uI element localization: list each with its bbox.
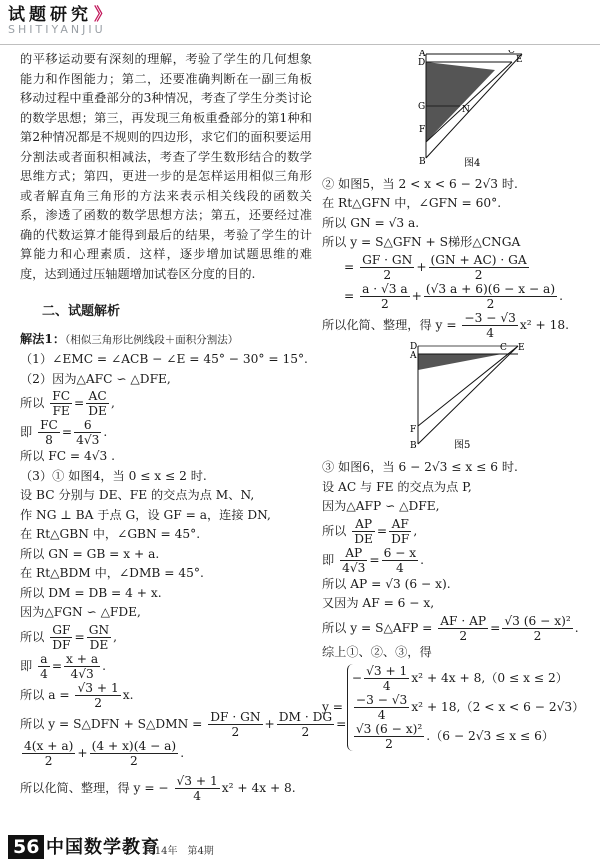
r-line-13: 所以 AP = √3 (6 − x). xyxy=(322,576,451,591)
eq-result-1: 所以化简、整理，得 y = − $\frac{√3 + 1}{4}$ x² + 4x + 8. xyxy=(20,773,296,803)
figure-5 xyxy=(322,340,594,452)
r-line-3: 所以 GN = √3 a. xyxy=(322,215,420,230)
issue-info: 2014年 第4期 xyxy=(142,846,214,857)
r-line-2: 在 Rt△GFN 中，∠GFN = 60°. xyxy=(322,196,502,210)
r-line-14: 又因为 AF = 6 − x, xyxy=(322,596,435,610)
eq-ratio-3: 所以 $\frac{GF}{DF}$ = $\frac{GN}{DE}$ , xyxy=(20,622,117,652)
page-number: 56 xyxy=(8,835,44,859)
solution-note: （相似三角形比例线段＋面积分割法） xyxy=(65,333,239,346)
page-footer xyxy=(0,835,600,865)
case-1-head: （3）① 如图4，当 0 ≤ x ≤ 2 时. xyxy=(20,468,207,483)
line-11: 在 Rt△BDM 中，∠DMB = 45°. xyxy=(20,566,204,580)
column-subtitle: SHITIYANJIU xyxy=(8,23,106,36)
r-line-4: 所以 y = S△GFN + S梯形△CNGA xyxy=(322,235,521,249)
case-2-head: ② 如图5，当 2 < x < 6 − 2√3 时. xyxy=(322,176,518,191)
fig4-overlap-region xyxy=(426,62,495,142)
svg-text:F: F xyxy=(419,125,426,135)
summary-line: 综上①、②、③，得 xyxy=(322,644,432,659)
line-7: 设 BC 分别与 DE、FE 的交点为点 M、N, xyxy=(20,488,255,502)
svg-text:A: A xyxy=(410,350,417,361)
line-13: 因为△FGN ∽ △FDE, xyxy=(20,605,141,619)
fig5-overlap-region xyxy=(418,354,502,370)
eq-area-1: 所以 y = S△DFN + S△DMN = $\frac{DF \cdot GN}{2}$ + $\frac{DM \cdot DG}{2}$ = xyxy=(20,709,347,739)
line-12: 所以 DM = DB = 4 + x. xyxy=(20,585,162,600)
running-header xyxy=(8,0,111,36)
line-8: 作 NG ⊥ BA 于点 G，设 GF = a，连接 DN, xyxy=(20,507,271,522)
r-line-9: 设 AC 与 FE 的交点为点 P, xyxy=(322,479,472,494)
line-9: 在 Rt△GBN 中，∠GBN = 45°. xyxy=(20,527,201,541)
svg-text:F: F xyxy=(410,424,417,435)
svg-text:C: C xyxy=(508,50,515,56)
fig5-caption: 图5 xyxy=(454,439,471,451)
left-column xyxy=(20,50,347,803)
piece-3: $\frac{\text{√3 (6 − x)²}}{2}$ .（6 − 2√3 ≤ x ≤ 6） xyxy=(355,722,555,751)
r-eq-15: 所以 y = S△AFP = $\frac{AF \cdot AP}{2}$ = $\frac{\text{√3 (6 − x)²}}{2}$ . xyxy=(322,613,579,643)
r-eq-12: 即 $\frac{AP}{4√3}$ = $\frac{6 - x}{4}$ . xyxy=(322,545,425,575)
piece-1: − $\frac{√3 + 1}{4}$ x² + 4x + 8,（0 ≤ x ≤ 2） xyxy=(351,664,568,693)
svg-text:E: E xyxy=(516,55,523,65)
r-line-10: 因为△AFP ∽ △DFE, xyxy=(322,499,440,513)
r-eq-5: = $\frac{GF \cdot GN}{2}$ + $\frac{(GN + AC) \cdot GA}{2}$ xyxy=(344,252,527,282)
svg-text:D: D xyxy=(418,58,426,68)
svg-text:D: D xyxy=(410,341,418,352)
result-fc: 所以 FC = 4√3 . xyxy=(20,449,116,463)
header-rule xyxy=(0,44,600,45)
r-eq-11: 所以 $\frac{AP}{DE}$ = $\frac{AF}{DF}$ , xyxy=(322,516,418,546)
step-2: （2）因为△AFC ∽ △DFE, xyxy=(20,371,171,386)
svg-text:N: N xyxy=(462,105,470,115)
eq-ratio-2: 即 $\frac{FC}{8}$ = $\frac{6}{4√3}$ . xyxy=(20,418,108,447)
piecewise-brace xyxy=(347,664,584,751)
fig4-caption: 图4 xyxy=(464,158,481,168)
step-1: （1）∠EMC = ∠ACB − ∠E = 45° − 30° = 15°. xyxy=(20,352,308,366)
journal-name: 中国数学教育 xyxy=(46,837,160,858)
section-heading: 二、试题解析 xyxy=(42,304,121,319)
case-3-head: ③ 如图6，当 6 − 2√3 ≤ x ≤ 6 时. xyxy=(322,460,518,474)
svg-text:E: E xyxy=(518,342,525,353)
eq-ratio-4: 即 $\frac{a}{4}$ = $\frac{x + a}{4√3}$ . xyxy=(20,651,107,681)
svg-text:B: B xyxy=(410,440,417,451)
eq-area-2: $\frac{4(x + a)}{2}$ + $\frac{(4 + x)(4 - a)}{2}$ . xyxy=(24,738,185,768)
eq-a: 所以 a = $\frac{√3 + 1}{2}$ x. xyxy=(20,680,134,710)
piece-2: $\frac{-3 - √3}{4}$ x² + 18,（2 < x < 6 − 2√3） xyxy=(355,693,585,722)
eq-ratio-1: 所以 $\frac{FC}{FE}$ = $\frac{AC}{DE}$ , xyxy=(20,389,115,418)
right-column xyxy=(322,50,594,751)
piecewise-function: y = − $\frac{√3 + 1}{4}$ x² + 4x + 8,（0 ≤ x ≤ 2） $\frac{-3 - √3}{4}$ x² + 18,（2 < x < 6 − 2√3） $\frac{\text{√3 (6 − x)²}}{2}$ .（6 − 2√3 ≤ x ≤ 6） xyxy=(322,664,585,751)
figure-4 xyxy=(322,50,594,168)
line-10: 所以 GN = GB = x + a. xyxy=(20,546,160,561)
solution-label: 解法1： xyxy=(20,331,66,346)
r-eq-6: = $\frac{a \cdot √3 a}{2}$ + $\frac{(√3 a + 6)(6 - x - a)}{2}$ . xyxy=(344,281,563,311)
analysis-paragraph: 的平移运动要有深刻的理解，考验了学生的几何想象能力和作图能力；第二，还要准确判断在一副三角板移动过程中重叠部分的3种情况，考查了学生分类讨论的数学思想；第三，再发现三角板重叠部分的第1种和第2种情况都是不规则的四边形，求它们的面积要运用分割法或者面积相减法，考查了学生数形结合的数学思维方式；第四，更进一步的是怎样运用相似三角形或者解直角三角形的方法来表示相关线段的函数关系，渗透了函数的数学思想方法；第五，还要经过准确的代数运算才能得到最后的结果，考验了学生的计算能力和心理素质．这样，逐步增加试题思维的难度，达到通过压轴题增加试卷区分度的目的. xyxy=(20,52,312,281)
svg-text:G: G xyxy=(418,102,426,112)
svg-text:C: C xyxy=(500,342,507,353)
svg-text:B: B xyxy=(419,157,426,167)
svg-text:A: A xyxy=(419,50,426,59)
r-result-2: 所以化简、整理，得 y = $\frac{-3 - √3}{4}$ x² + 18. xyxy=(322,310,569,340)
column-title: 试题研究 》 xyxy=(8,5,111,25)
